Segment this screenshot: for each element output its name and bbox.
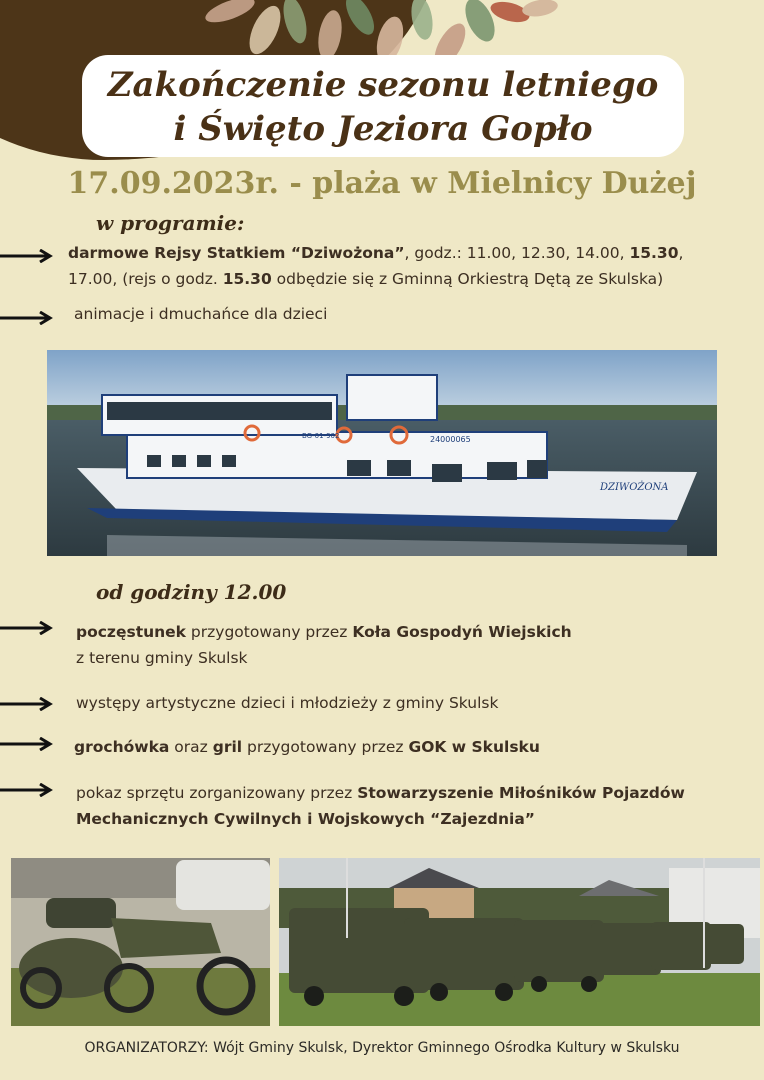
food-mid1: oraz	[169, 738, 213, 756]
page-title-line-2: i Święto Jeziora Gopło	[173, 109, 593, 149]
arrow-right-icon	[0, 621, 54, 635]
afternoon-heading: od godziny 12.00	[96, 580, 287, 604]
arrow-right-icon	[0, 737, 54, 751]
show-org-line2: Mechanicznych Cywilnych i Wojskowych “Zajezdnia”	[76, 810, 535, 828]
boat-number: 24000065	[430, 435, 471, 444]
cruise-line2-a: 17.00, (rejs o godz.	[68, 270, 223, 288]
food-mid2: przygotowany przez	[242, 738, 409, 756]
boat-registration: BG-01-902	[302, 432, 340, 440]
arrow-right-icon	[0, 249, 54, 263]
boat-name: DZIWOŻONA	[600, 482, 669, 493]
cruise-line2-time: 15.30	[222, 270, 272, 288]
arrow-right-icon	[0, 783, 54, 797]
program-heading: w programie:	[96, 211, 245, 235]
title-card	[82, 55, 684, 157]
page-title-line-1: Zakończenie sezonu letniego	[107, 65, 659, 105]
cruise-line2-b: odbędzie się z Gminną Orkiestrą Dętą ze Skulska)	[271, 270, 664, 288]
food-item	[74, 734, 540, 760]
show-org-line1: Stowarzyszenie Miłośników Pojazdów	[357, 784, 685, 802]
treat-line2: z terenu gminy Skulsk	[76, 649, 248, 667]
treat-title: poczęstunek	[76, 623, 186, 641]
arrow-right-icon	[0, 697, 54, 711]
vehicles-photo	[279, 858, 760, 1026]
organizers-footer: ORGANIZATORZY: Wójt Gminy Skulsk, Dyrektor Gminnego Ośrodka Kultury w Skulsku	[84, 1040, 680, 1056]
event-date-location: 17.09.2023r. - plaża w Mielnicy Dużej	[67, 166, 697, 201]
show-lead: pokaz sprzętu zorganizowany przez	[76, 784, 358, 802]
animations-item: animacje i dmuchańce dla dzieci	[74, 305, 328, 323]
cruise-special-time: 15.30	[629, 244, 679, 262]
arrow-right-icon	[0, 311, 54, 325]
performances-item: występy artystyczne dzieci i młodzieży z gminy Skulsk	[76, 694, 499, 712]
food-grill: gril	[212, 738, 243, 756]
cruise-times: , godz.: 11.00, 12.30, 14.00,	[404, 244, 630, 262]
treat-item	[76, 619, 716, 671]
motorcycle-photo	[11, 858, 270, 1026]
treat-mid: przygotowany przez	[186, 623, 353, 641]
food-soup: grochówka	[74, 738, 170, 756]
food-organizer: GOK w Skulsku	[408, 738, 540, 756]
vehicle-show-item	[76, 780, 746, 832]
cruise-title: darmowe Rejsy Statkiem “Dziwożona”	[68, 244, 405, 262]
cruise-comma: ,	[678, 244, 684, 262]
cruise-item	[68, 240, 728, 292]
treat-organizer: Koła Gospodyń Wiejskich	[352, 623, 572, 641]
boat-photo	[47, 350, 717, 556]
